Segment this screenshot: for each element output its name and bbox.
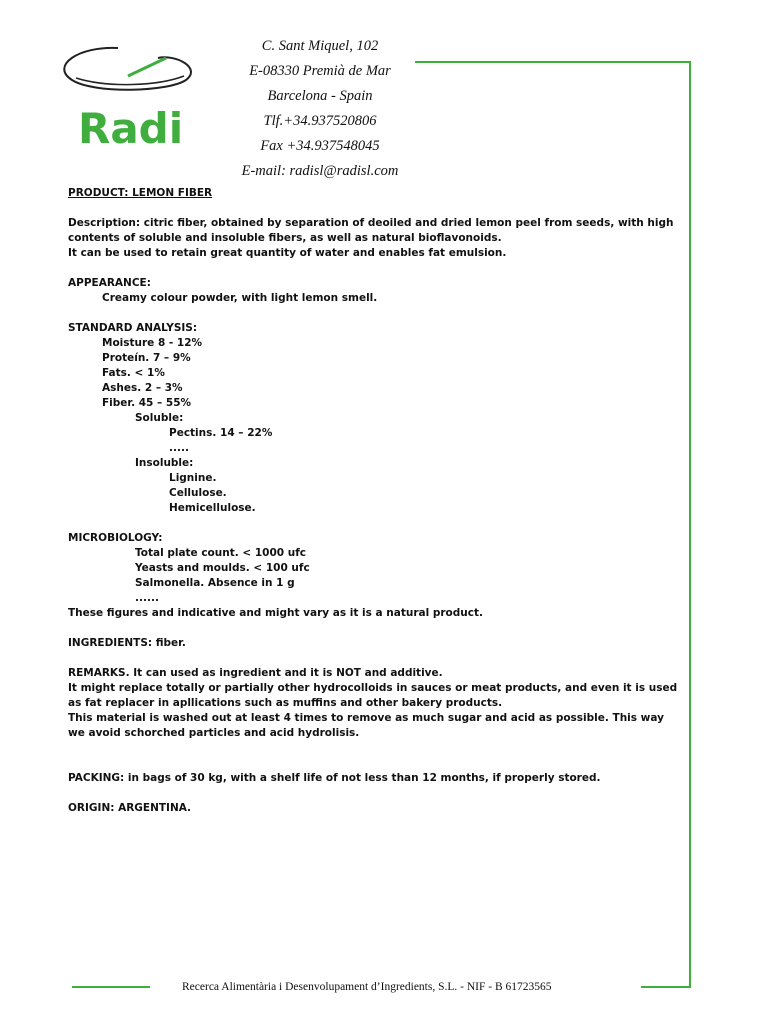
- appearance-text: Creamy colour powder, with light lemon smell.: [102, 292, 378, 304]
- microbiology-heading: MICROBIOLOGY:: [68, 532, 163, 544]
- analysis-item: Moisture 8 - 12%: [102, 337, 203, 349]
- ingredients-line: INGREDIENTS: fiber.: [68, 637, 186, 649]
- indicative-note: These figures and indicative and might vary as it is a natural product.: [68, 607, 483, 619]
- address-email: E-mail: radisl@radisl.com: [241, 163, 399, 179]
- address-phone: Tlf.+34.937520806: [263, 113, 377, 129]
- microbiology-item: Salmonella. Absence in 1 g: [135, 577, 295, 589]
- microbiology-item: Yeasts and moulds. < 100 ufc: [135, 562, 310, 574]
- logo-swoosh-graphic: [58, 40, 198, 110]
- appearance-heading: APPEARANCE:: [68, 277, 151, 289]
- description-line: contents of soluble and insoluble fibers, as well as natural bioflavonoids.: [68, 232, 502, 244]
- analysis-item: Fats. < 1%: [102, 367, 165, 379]
- analysis-heading: STANDARD ANALYSIS:: [68, 322, 198, 334]
- origin-line: ORIGIN: ARGENTINA.: [68, 802, 192, 814]
- soluble-label: Soluble:: [135, 412, 184, 424]
- remarks-line: we avoid schorched particles and acid hydrolisis.: [68, 727, 360, 739]
- packing-line: PACKING: in bags of 30 kg, with a shelf life of not less than 12 months, if properly stored.: [68, 772, 601, 784]
- microbiology-item: Total plate count. < 1000 ufc: [135, 547, 306, 559]
- description-line: It can be used to retain great quantity of water and enables fat emulsion.: [68, 247, 507, 259]
- product-sheet: [68, 186, 678, 816]
- insoluble-item: Cellulose.: [169, 487, 227, 499]
- insoluble-item: Lignine.: [169, 472, 217, 484]
- insoluble-label: Insoluble:: [135, 457, 194, 469]
- address-postal: E-08330 Premià de Mar: [249, 63, 391, 79]
- analysis-item: Ashes. 2 – 3%: [102, 382, 183, 394]
- address-city: Barcelona - Spain: [267, 88, 373, 104]
- analysis-item: Proteín. 7 – 9%: [102, 352, 191, 364]
- logo-wordmark: Radi: [78, 104, 184, 153]
- frame-right-line: [689, 61, 691, 987]
- frame-top-line: [415, 61, 690, 63]
- footer-left-line: [72, 986, 150, 988]
- remarks-line: It might replace totally or partially other hydrocolloids in sauces or meat products, and even it is used: [68, 682, 678, 694]
- insoluble-item: Hemicellulose.: [169, 502, 256, 514]
- company-address: [220, 34, 420, 184]
- microbiology-item: ......: [135, 592, 159, 604]
- address-street: C. Sant Miquel, 102: [261, 38, 379, 54]
- description-line: Description: citric fiber, obtained by separation of deoiled and dried lemon peel from seeds, with high: [68, 217, 674, 229]
- frame-bottom-line: [641, 986, 691, 988]
- product-title: PRODUCT: LEMON FIBER: [68, 187, 213, 199]
- soluble-item: .....: [169, 442, 189, 454]
- remarks-line: as fat replacer in apllications such as muffins and other bakery products.: [68, 697, 503, 709]
- company-footer: Recerca Alimentària i Desenvolupament d’Ingredients, S.L. - NIF - B 61723565: [182, 981, 552, 993]
- soluble-item: Pectins. 14 – 22%: [169, 427, 273, 439]
- remarks-line: This material is washed out at least 4 times to remove as much sugar and acid as possible. This way: [68, 712, 664, 724]
- remarks-line: REMARKS. It can used as ingredient and it is NOT and additive.: [68, 667, 443, 679]
- analysis-item: Fiber. 45 – 55%: [102, 397, 192, 409]
- address-fax: Fax +34.937548045: [260, 138, 380, 154]
